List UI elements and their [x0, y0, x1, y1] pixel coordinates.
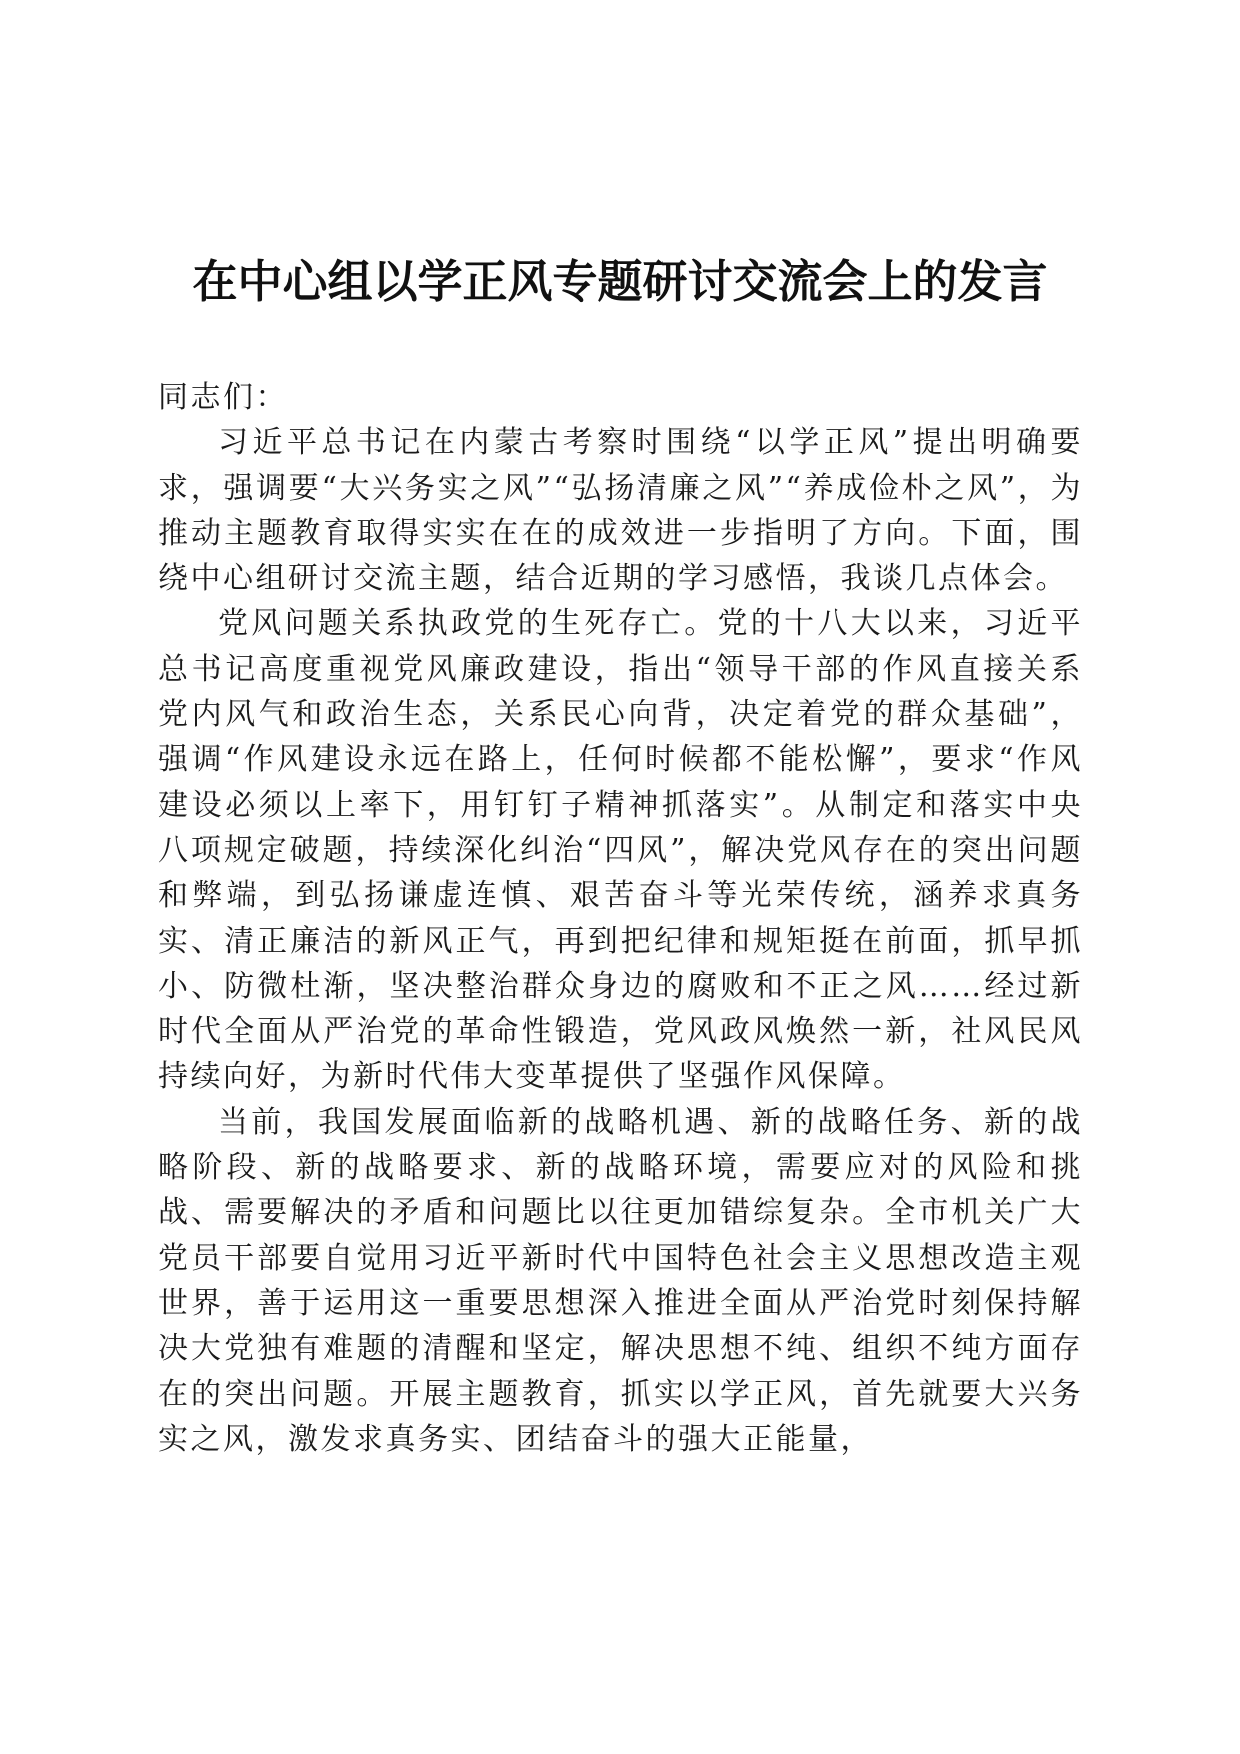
- paragraph-3: 当前，我国发展面临新的战略机遇、新的战略任务、新的战略阶段、新的战略要求、新的战略环境，需要应对的风险和挑战、需要解决的矛盾和问题比以往更加错综复杂。全市机关广大党员干部要自觉用习近平新时代中国特色社会主义思想改造主观世界，善于运用这一重要思想深入推进全面从严治党时刻保持解决大党独有难题的清醒和坚定，解决思想不纯、组织不纯方面存在的突出问题。开展主题教育，抓实以学正风，首先就要大兴务实之风，激发求真务实、团结奋斗的强大正能量，: [158, 1104, 1083, 1457]
- paragraph-2: 党风问题关系执政党的生死存亡。党的十八大以来，习近平总书记高度重视党风廉政建设，指出“领导干部的作风直接关系党内风气和政治生态，关系民心向背，决定着党的群众基础”，强调“作风建设永远在路上，任何时候都不能松懈”，要求“作风建设必须以上率下，用钉钉子精神抓落实”。从制定和落实中央八项规定破题，持续深化纠治“四风”，解决党风存在的突出问题和弊端，到弘扬谦虚连慎、艰苦奋斗等光荣传统，涵养求真务实、清正廉洁的新风正气，再到把纪律和规矩挺在前面，抓早抓小、防微杜渐，坚决整治群众身边的腐败和不正之风……经过新时代全面从严治党的革命性锻造，党风政风焕然一新，社风民风持续向好，为新时代伟大变革提供了坚强作风保障。: [158, 606, 1083, 1095]
- document-body: [158, 375, 1083, 1462]
- paragraph-1: 习近平总书记在内蒙古考察时围绕“以学正风”提出明确要求，强调要“大兴务实之风”“弘扬清廉之风”“养成俭朴之风”，为推动主题教育取得实实在在的成效进一步指明了方向。下面，围绕中心组研讨交流主题，结合近期的学习感悟，我谈几点体会。: [158, 425, 1083, 597]
- salutation: 同志们：: [158, 380, 288, 415]
- document-title: 在中心组以学正风专题研讨交流会上的发言: [192, 255, 1048, 308]
